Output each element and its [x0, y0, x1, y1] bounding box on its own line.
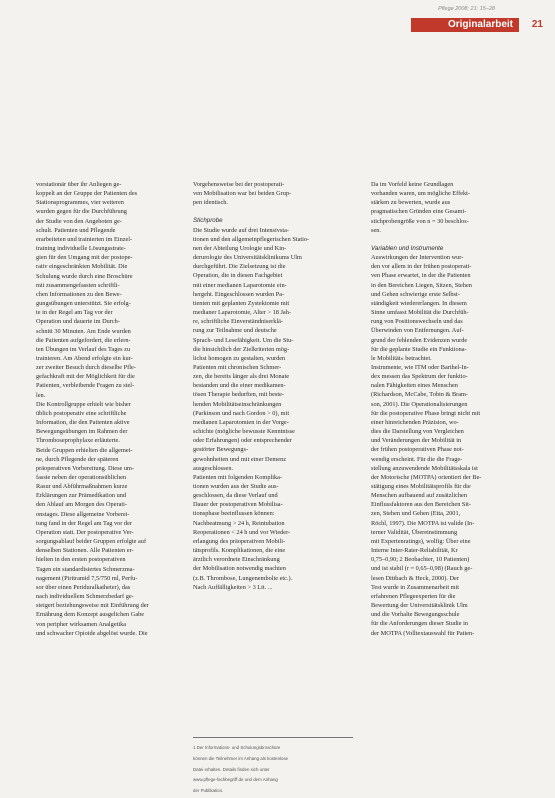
- text-line: Ernährung dem Konzept ausgelichen Gabe: [36, 611, 145, 619]
- text-column-3: [371, 180, 523, 638]
- text-line: mit einer medianen Laparotomie ein-: [193, 281, 287, 289]
- text-line: tösen Therapie bedurften, mit beste-: [193, 391, 284, 399]
- text-line: Patienten mit chronischen Schmer-: [193, 363, 282, 371]
- text-line: der Motorische (MOTPA) orientiert der Be-: [371, 473, 482, 481]
- text-line: gewohnheiten und mit einer Demenz: [193, 455, 287, 463]
- text-line: henden Mobilitätseinschränkungen: [193, 400, 282, 408]
- text-line: üblich postoperativ eine schriftliche: [36, 409, 127, 417]
- text-line: Sprach- und Lesefähigkeit. Um die Stu-: [193, 336, 294, 344]
- text-line: ne, durch Pflegende der späteren: [36, 455, 119, 463]
- text-line: wurden gegen für die Durchführung: [36, 208, 127, 216]
- text-line: Schulung wurde durch eine Broschüre: [36, 272, 133, 280]
- text-line: training individuelle Lösungsstrate-: [36, 245, 126, 253]
- text-line: te in der Regel am Tag vor der: [36, 309, 113, 317]
- text-line: den vor allem in der frühen postoperati-: [371, 263, 472, 271]
- text-line: (Richardson, McCabe, Tobin & Bram-: [371, 391, 469, 399]
- text-line: tung fand in der Regel am Tag vor der: [36, 519, 132, 527]
- text-line: erarbeiteten und trainierten im Einzel-: [36, 235, 133, 243]
- text-line: von peripher wirksamen Analgetika: [36, 620, 127, 628]
- text-line: Stationsprogrammes, vier weiteren: [36, 199, 124, 207]
- text-line: re, schriftliche Einverständniserklä-: [193, 318, 284, 326]
- text-line: und Veränderungen der Mobilität in: [371, 437, 462, 445]
- text-line: (Parkinson und nach Gordon > 0), mit: [193, 409, 290, 417]
- text-line: für die postoperative Phase bringt nicht mit: [371, 409, 481, 417]
- text-line: Bewertung der Universitätsklinik Ulm: [371, 602, 468, 610]
- text-line: tionen wurden aus der Studie aus-: [193, 483, 279, 490]
- text-line: gestörter Bewegungs-: [193, 446, 249, 454]
- text-line: gungsübungen unterstützt. Sie erfolg-: [36, 300, 131, 308]
- text-line: nalen Fähigkeiten eines Menschen: [371, 382, 458, 390]
- text-line: pragmatischen Gründen eine Gesamt-: [371, 208, 467, 216]
- text-line: und schwacher Opioide abgelöst wurde. Die: [36, 629, 148, 637]
- text-line: Operation und dauerte im Durch-: [36, 318, 120, 326]
- text-line: Information, die den Patienten aktive: [36, 419, 130, 427]
- text-line: können die Teilnehmer im Anhang als kostenlose: [193, 755, 289, 761]
- text-line: sorgungsablauf beider Gruppen erfolgte auf: [36, 538, 147, 546]
- text-line: Patienten mit folgenden Komplika-: [193, 473, 283, 481]
- text-line: son, 2001). Die Operationalisierungen: [371, 400, 468, 408]
- text-line: Erklärungen zur Prämedikation und: [36, 492, 127, 500]
- text-column-2: [193, 180, 353, 592]
- column-3-body: [371, 253, 523, 638]
- page-number: 21: [531, 19, 543, 30]
- column-3-intro: [371, 180, 523, 235]
- text-line: Beide Gruppen erhielten die allgemei-: [36, 446, 133, 454]
- text-line: für die Anforderungen dieser Studie in: [371, 620, 469, 628]
- column-2-intro: [193, 180, 353, 207]
- footnote: [193, 737, 353, 798]
- text-line: stätigung eines Mobilitätsprofils für die: [371, 483, 471, 490]
- text-line: Die Studie wurde auf drei Intensivsta-: [193, 226, 289, 234]
- text-line: Einflussfaktoren aus den Bereichen Sit-: [371, 501, 472, 509]
- text-line: zen, die bereits länger als drei Monate: [193, 373, 289, 381]
- text-line: nen der Abteilung Urologie und Kin-: [193, 244, 287, 252]
- text-line: geschlossen, da diese Verlauf und: [193, 492, 278, 500]
- text-line: und ist stabil (r = 0,65–0,98) (Rauch ge-: [371, 565, 473, 573]
- text-line: steigert beziehungsweise mit Einführung der: [36, 602, 149, 610]
- text-line: präoperativen Vorbereitung. Diese um-: [36, 464, 135, 472]
- text-line: Thromboseprophylaxe erläuterte.: [36, 437, 120, 445]
- text-line: hielten in den ersten postoperativen: [36, 556, 126, 564]
- text-line: trainieren. Am Abend erfolgte ein kur-: [36, 354, 133, 362]
- text-line: die Patienten aufgefordert, die erlern-: [36, 336, 131, 344]
- text-line: Menschen aufbauend auf zusätzlichen: [371, 492, 467, 500]
- text-line: grund der fehlenden Evidenzen wurde: [371, 336, 468, 344]
- text-line: wendig erscheint. Für die die Frage-: [371, 455, 463, 463]
- text-line: und die Vorhalte Bewegungsschule: [371, 611, 460, 619]
- text-line: den Ablauf am Morgen des Operati-: [36, 501, 127, 509]
- text-line: medianer Laparotomie, Alter > 18 Jah-: [193, 309, 291, 317]
- text-line: Datei erhalten. Details finden sich unter: [193, 766, 270, 772]
- text-line: der Mobilisation notwendig machten: [193, 565, 286, 573]
- text-line: Rasur und Abführmaßnahmen kurze: [36, 483, 128, 491]
- text-line: sen.: [371, 226, 381, 234]
- text-line: rung von Positionswechseln und das: [371, 318, 463, 326]
- text-line: rativ eingeschränkten Mobilität. Die: [36, 263, 128, 271]
- text-line: Interne Inter-Rater-Reliabilität, Kr: [371, 547, 458, 555]
- text-line: (z.B. Thrombose, Lungenembolie etc.).: [193, 574, 293, 582]
- text-line: ärztlich verordnete Einschränkung: [193, 556, 280, 564]
- text-line: koppelt an der Gruppe der Patienten des: [36, 190, 138, 198]
- text-line: und Gehen schwierige erste Selbst-: [371, 290, 460, 298]
- text-line: schnitt 30 Minuten. Am Ende wurden: [36, 327, 131, 335]
- text-line: fasste neben der operationsüblichen: [36, 474, 127, 481]
- text-line: Instrumente, wie ITM oder Barthel-In-: [371, 363, 469, 371]
- text-line: der MOTPA (Volltextauswahl für Patien-: [371, 629, 475, 637]
- text-line: 0,75–0,90; 2 Beobachter, 10 Patienten): [371, 556, 470, 564]
- text-line: dex messen das Spektrum der funktio-: [371, 373, 468, 381]
- text-line: ven Phase erwartet, in der die Patienten: [371, 272, 471, 280]
- text-line: der frühen postoperativen Phase not-: [371, 446, 464, 454]
- text-line: Vorgehensweise bei der postoperati-: [193, 181, 285, 188]
- text-column-1: [36, 180, 178, 638]
- text-line: rung zur Teilnahme und deutsche: [193, 327, 277, 335]
- text-line: Dauer der postoperativen Mobilisa-: [193, 501, 283, 509]
- text-line: erfahrenen Pflegeexperten für die: [371, 592, 456, 600]
- text-line: zer zweiter Besuch durch dieselbe Pfle-: [36, 364, 136, 372]
- text-line: ständigkeit wiedererlangen. In diesem: [371, 299, 467, 307]
- text-line: ausgeschlossen.: [193, 464, 234, 472]
- text-line: pen identisch.: [193, 199, 228, 207]
- text-line: Reoperationen < 24 h und vor Wieder-: [193, 528, 291, 536]
- text-line: Sinne umfasst Mobilität die Durchfüh-: [371, 309, 469, 317]
- text-line: Operation, die in diesen Fachgebiet: [193, 272, 283, 280]
- column-2-body: [193, 226, 353, 592]
- text-line: 1 Der Informations- und Schulungsbroschüre: [193, 745, 281, 751]
- text-line: chen Informationen zu den Bewe-: [36, 290, 122, 298]
- text-line: der Publikation.: [193, 787, 224, 793]
- text-line: lichst homogen zu gestalten, wurden: [193, 354, 286, 362]
- text-line: le Mobilität« betrachtet.: [371, 354, 432, 362]
- text-line: für die geplante Studie ein Funktiona-: [371, 345, 467, 353]
- text-line: hergeht. Eingeschlossen wurden Pa-: [193, 290, 285, 298]
- text-line: gien für den Umgang mit der postope-: [36, 254, 133, 262]
- text-line: Nach Auffälligkeiten > 3 Lit. ...: [193, 583, 273, 591]
- section-label: Originalarbeit: [411, 18, 519, 32]
- text-line: Bewegungsübungen im Rahmen der: [36, 428, 128, 436]
- text-line: vorhanden waren, um mögliche Effekt-: [371, 190, 471, 198]
- text-line: schult. Patienten und Pflegende: [36, 226, 116, 234]
- text-line: Auswirkungen der Intervention wur-: [371, 254, 464, 262]
- text-line: lesen Dittbach & Heck, 2000). Der: [371, 574, 459, 582]
- text-line: stellung anzuwendende Mobilitätsskala ist: [371, 464, 478, 472]
- text-line: erlangung des präoperativen Mobili-: [193, 537, 286, 545]
- text-line: stärken zu bewerten, wurde aus: [371, 199, 451, 207]
- text-line: schichte (mögliche bewusste Kenntnisse: [193, 428, 295, 436]
- text-line: ten Übungen im Verlauf des Tages zu: [36, 345, 131, 353]
- text-line: tienten mit geplanten Zystektomie mit: [193, 299, 290, 307]
- text-line: Nachbeatmung > 24 h, Reintubation: [193, 519, 285, 527]
- text-line: nagement (Piritramid 7,5/750 ml, Perfu-: [36, 574, 138, 582]
- text-line: Die Kontrollgruppe erhielt wie bisher: [36, 400, 131, 408]
- text-line: Patienten, verbleibende Fragen zu stel-: [36, 382, 135, 390]
- text-line: tionsphase beeinflussen können:: [193, 510, 275, 518]
- text-line: mit zusammengefassten schriftli-: [36, 281, 120, 289]
- text-line: der Studie von den Angeboten ge-: [36, 217, 122, 225]
- text-line: mit Expertenratings), wolfig: Über eine: [371, 537, 471, 545]
- text-line: Test wurde in Zusammenarbeit mit: [371, 583, 460, 591]
- heading-variablen: Variablen und Instrumente: [371, 244, 444, 252]
- text-line: Operation statt. Der postoperative Ver-: [36, 528, 134, 536]
- text-line: sor über einen Periduralkatheter), das: [36, 583, 131, 591]
- text-line: www.pflege-fachbegriff.de und dem Anhang: [193, 777, 278, 783]
- text-line: terner Validität, Übereinstimmung: [371, 528, 458, 536]
- text-line: oder Erfahrungen) oder entsprechender: [193, 437, 292, 445]
- text-line: Da im Vorfeld keine Grundlagen: [371, 181, 454, 188]
- text-line: tionen und den allgemeinpflegerischen Statio-: [193, 235, 310, 243]
- text-line: derurologie des Universitätsklinikums Ulm: [193, 254, 302, 262]
- text-line: dies die Darstellung von Vergleichen: [371, 428, 464, 436]
- journal-citation: Pflege 2008; 21: 15–28: [438, 6, 495, 12]
- text-line: medianen Laparotomien in der Vorge-: [193, 418, 289, 426]
- text-line: tätsprofils. Komplikationen, die eine: [193, 547, 286, 555]
- text-line: len.: [36, 391, 46, 399]
- text-line: bestanden und die einer medikamen-: [193, 382, 286, 390]
- text-line: in den Bereichen Liegen, Sitzen, Stehen: [371, 281, 472, 289]
- text-line: zen, Stehen und Gehen (Etta, 2001,: [371, 510, 461, 518]
- text-line: onstages. Diese allgemeine Vorberei-: [36, 510, 130, 518]
- text-line: die hinsichtlich der Zielkriterien mög-: [193, 345, 290, 353]
- text-line: gefachkraft mit der Möglichkeit für die: [36, 373, 135, 381]
- heading-stichprobe: Stichprobe: [193, 217, 223, 225]
- text-line: Überwinden von Entfernungen. Auf-: [371, 327, 464, 335]
- text-line: denselben Stationen. Alle Patienten er-: [36, 547, 134, 555]
- text-line: durchgeführt. Die Zielsetzung ist die: [193, 263, 286, 271]
- text-line: vorstationär über ihr Anliegen ge-: [36, 181, 122, 188]
- text-line: Röchl, 1997). Die MOTPA ist valide (In-: [371, 519, 475, 527]
- text-line: einer hinreichenden Präzision, wo-: [371, 418, 459, 426]
- text-line: Tagen ein standardisiertes Schmerzma-: [36, 565, 135, 573]
- text-line: stichprobengröße von n = 30 beschlos-: [371, 217, 469, 225]
- text-line: nach individuellem Schmerzbedarf ge-: [36, 593, 134, 601]
- text-line: ven Mobilisation war bei beiden Grup-: [193, 190, 292, 198]
